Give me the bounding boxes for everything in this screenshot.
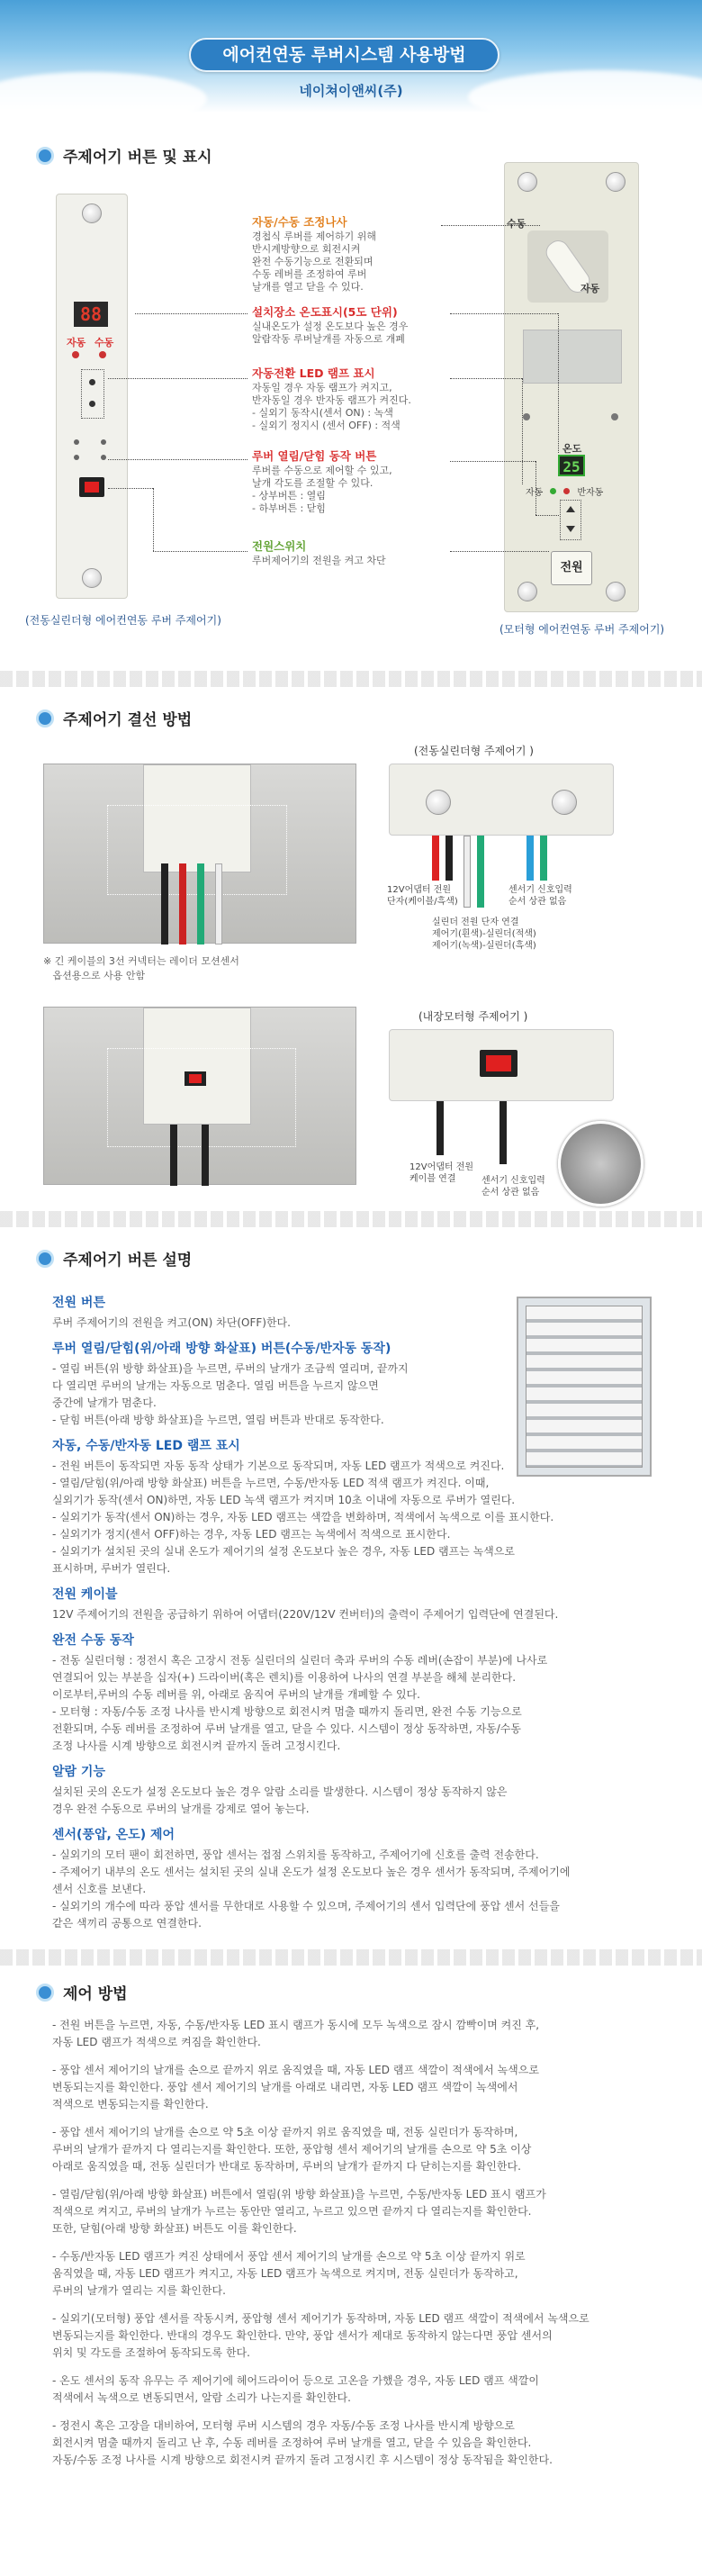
section-heading: 주제어기 버튼 설명 <box>36 1247 192 1270</box>
section-heading: 주제어기 결선 방법 <box>36 707 192 729</box>
connector-line <box>450 551 549 552</box>
control-method-list <box>52 2017 673 2480</box>
screw-icon <box>606 172 626 192</box>
semi-auto-led <box>563 488 570 494</box>
list-item: - 정전시 혹은 고장을 대비하여, 모터형 루버 시스템의 경우 자동/수동 조정 나사를 반시계 방향으로 회전시켜 멈출 때까지 돌리고 난 후, 수동 레버를 조정하여 루버 날개를 열고, 닫을 수 있음을 확인한다. 자동/수동 조정 나사를 시계 방향으로 회전시켜 끝까지 돌려 고정시킨 후 시스템이 정상 동작됨을 확인한다. <box>52 2419 553 2466</box>
auto-led-label: 자동 <box>526 488 544 498</box>
motor-box-title: (내장모터형 주제어기 ) <box>418 1010 528 1023</box>
item-title: 전원 버튼 <box>52 1296 105 1310</box>
screw-icon <box>82 568 102 588</box>
cable <box>215 863 222 945</box>
cylinder-terminal-label: 실린더 전원 단자 연결 제어기(흰색)-실린더(적색) 제어기(녹색)-실린더(흑색) <box>432 917 536 951</box>
item-title: 자동, 수동/반자동 LED 램프 표시 <box>52 1439 240 1453</box>
manual-led <box>99 351 106 358</box>
bullet-icon <box>36 710 54 728</box>
louver-image <box>517 1297 652 1477</box>
sensor-input-label: 센서기 신호입력 순서 상관 없음 <box>482 1176 545 1198</box>
right-device-caption: (모터형 에어컨연동 루버 주제어기) <box>500 623 665 636</box>
connector-line <box>536 515 559 516</box>
bullet-icon <box>36 1984 54 2002</box>
callout-temperature: 설치장소 온도표시(5도 단위) 실내온도가 설정 온도보다 높은 경우 알람작동 루버날개를 자동으로 개폐 <box>252 305 409 345</box>
sensor-wire-zoom <box>558 1121 644 1207</box>
connector-line <box>450 461 536 462</box>
louver-blades <box>526 1306 643 1468</box>
indicator-dot <box>74 455 79 460</box>
spec-label <box>523 330 622 384</box>
auto-led <box>72 351 79 358</box>
connector-line <box>522 378 523 484</box>
sensor-input-label: 센서기 신호입력 순서 상관 없음 <box>508 885 572 907</box>
list-item: - 실외기(모터형) 풍압 센서를 작동시켜, 풍압형 센서 제어기가 동작하며, 자동 LED 램프 색깔이 적색에서 녹색으로 변동되는지를 확인한다. 반대의 경우도 확인한다. 만약, 풍압 센서가 제대로 동작하지 않는다면 풍압 센서의 위치 및 각도를 조절하여 동작되도록 한다. <box>52 2312 590 2359</box>
list-item: - 풍압 센서 제어기의 날개를 손으로 약 5초 이상 끝까지 위로 움직였을 때, 전동 실린더가 동작하며, 루버의 날개가 끝까지 다 열리는지를 확인한다. 또한, 풍압형 센서 제어기의 날개를 손으로 약 5초 이상 아래로 움직였을 때, 전동 실린더가 반대로 동작하며, 루버의 날개가 끝까지 다 닫히는지를 확인한다. <box>52 2126 532 2173</box>
callout-power: 전원스위치 루버제어기의 전원을 켜고 차단 <box>252 539 386 566</box>
item-title: 전원 케이블 <box>52 1587 118 1602</box>
auto-label: 자동 <box>67 337 86 348</box>
indicator-dot <box>523 413 530 420</box>
connector-line <box>135 313 248 314</box>
close-button[interactable] <box>89 401 95 407</box>
power-button[interactable]: 전원 <box>551 551 592 585</box>
motor-wiring-photo <box>43 1007 356 1185</box>
list-item: - 전원 버튼을 누르면, 자동, 수동/반자동 LED 표시 램프가 동시에 모두 녹색으로 잠시 깜빡이며 켜진 후, 자동 LED 램프가 적색으로 켜짐을 확인한다. <box>52 2019 540 2048</box>
section-heading: 주제어기 버튼 및 표시 <box>36 144 212 167</box>
section-divider <box>0 1211 702 1227</box>
wire-white <box>464 836 471 908</box>
callout-open-close: 루버 열림/닫힘 동작 버튼 루버를 수동으로 제어할 수 있고, 날개 각도를 조절할 수 있다. - 상부버튼 : 열림 - 하부버튼 : 닫힘 <box>252 449 392 514</box>
wire-green <box>540 836 547 881</box>
bullet-icon <box>36 1250 54 1268</box>
cylinder-box-title: (전동실린더형 주제어기 ) <box>414 745 534 757</box>
item-title: 완전 수동 동작 <box>52 1633 134 1648</box>
bullet-icon <box>36 147 54 165</box>
section-divider <box>0 1949 702 1966</box>
screw-icon <box>518 172 537 192</box>
left-device-caption: (전동실린더형 에어컨연동 루버 주제어기) <box>25 614 221 627</box>
callout-led: 자동전환 LED 램프 표시 자동일 경우 자동 램프가 켜지고, 반자동일 경우 반자동 램프가 켜진다. - 실외기 동작시(센서 ON) : 녹색 - 실외기 정지시 (센서 OFF) : 적색 <box>252 366 411 431</box>
cable <box>170 1125 177 1186</box>
screw-icon <box>552 790 577 815</box>
item-title: 알람 기능 <box>52 1765 105 1779</box>
section-divider <box>0 671 702 687</box>
page-title: 에어컨연동 루버시스템 사용방법 <box>189 38 500 72</box>
item-title: 센서(풍압, 온도) 제어 <box>52 1828 176 1842</box>
temperature-display: 25 <box>558 455 585 476</box>
indicator-dot <box>611 413 618 420</box>
open-close-buttons[interactable] <box>81 369 104 419</box>
open-close-buttons[interactable] <box>560 500 581 540</box>
screw-icon <box>426 790 451 815</box>
up-arrow-icon[interactable] <box>566 506 575 512</box>
manual-label: 수동 <box>94 337 114 348</box>
item-title: 루버 열림/닫힘(위/아래 방향 화살표) 버튼(수동/반자동 동작) <box>52 1342 392 1356</box>
cable-note: ※ 긴 케이블의 3선 커넥터는 레이더 모션센서 옵션용으로 사용 안함 <box>43 955 239 981</box>
list-item: - 열림/닫힘(위/아래 방향 화살표) 버튼에서 열림(위 방향 화살표)을 누르면, 수동/반자동 LED 표시 램프가 적색으로 켜지고, 루버의 날개가 누르는 동안만 열리고, 누르고 있으면 끝까지 다 열리는지를 확인한다. 또한, 닫힘(아래 방향 화살표) 버튼도 이를 확인한다. <box>52 2188 546 2235</box>
cylinder-wiring-photo <box>43 764 356 944</box>
temperature-display: 88 <box>74 302 108 327</box>
wire-black <box>436 1101 444 1155</box>
connector-line <box>450 313 558 314</box>
wire-blue <box>526 836 534 881</box>
list-item: - 온도 센서의 동작 유무는 주 제어기에 헤어드라이어 등으로 고온을 가했을 경우, 자동 LED 램프 색깔이 적색에서 녹색으로 변동되면서, 알람 소리가 나는지를 확인한다. <box>52 2374 539 2404</box>
company-name: 네이쳐이앤씨(주) <box>299 83 403 99</box>
connector-line <box>108 488 153 489</box>
screw-icon <box>518 582 537 601</box>
connector-line <box>153 551 248 552</box>
connector-line <box>153 488 154 551</box>
connector-line <box>450 378 522 379</box>
wire-red <box>432 836 439 881</box>
connector-line <box>558 313 559 453</box>
list-item: - 풍압 센서 제어기의 날개를 손으로 끝까지 위로 움직였을 때, 자동 LED 램프 색깔이 적색에서 녹색으로 변동되는지를 확인한다. 풍압 센서 제어기의 날개를 아래로 내리면, 자동 LED 램프 색깔이 녹색에서 적색으로 변동되는지를 확인한다. <box>52 2064 539 2111</box>
indicator-dot <box>101 455 106 460</box>
cable <box>161 863 168 945</box>
cylinder-controller-bottom <box>389 764 614 836</box>
semi-auto-led-label: 반자동 <box>577 488 604 498</box>
button-descriptions: 전원 버튼 루버 주제어기의 전원을 켜고(ON) 차단(OFF)한다. 루버 열림/닫힘(위/아래 방향 화살표) 버튼(수동/반자동 동작) - 열림 버튼(위 방향 화살표)을 누르면, 루버의 날개가 조금씩 열리며, 끝까지 다 열리면 루버의 날개는 자동으로 멈춘다. 열림 버튼을 누르지 않으면 중간에 날개가 멈춘다. - 닫힘 버튼(아래 방향 화살표)을 누르면, 열림 버튼과 반대로 동작한다. 자동, 수동/반자동 LED 램프 표시 - 전원 버튼이 동작되면 자동 동작 상태가 기본으로 동작되며, 자동 LED 램프가 적색으로 켜진다. - 열림/닫힘(위/아래 방향 화살표) 버튼을 누르면, 수동/반자동 LED 적색 램프가 켜진다. 이때, 실외기가 동작(센서 ON)하면, 자동 LED 녹색 램프가 켜지며 10초 이내에 자동으로 루버가 열린다. - 실외기가 동작(센서 ON)하는 경우, 자동 LED 램프는 색깔을 변화하며, 적색에서 녹색으로 이를 표시한다. - 실외기가 정지(센서 OFF)하는 경우, 자동 LED 램프는 녹색에서 적색으로 표시한다. - 실외기가 설치된 곳의 실내 온도가 제어기의 설정 온도보다 높은 경우, 자동 LED 램프는 녹색으로 표시하며, 루버가 열린다. 전원 케이블 12V 주제어기의 전원을 공급하기 위하여 어댑터(220V/12V 컨버터)의 출력이 주제어기 입력단에 연결된다. 완전 수동 동작 - 전동 실린더형 : 정전시 혹은 고장시 전동 실린더의 실린더 축과 루버의 수동 레버(손잡이 부분)에 나사로 연결되어 있는 부분을 십자(+) 드라이버(혹은 렌치)를 이용하여 나사의 연결 부분을 해체 분리한다. 이로부터,루버의 수동 레버를 위, 아래로 움직여 루버의 날개를 개폐할 수 있다. - 모터형 : 자동/수동 조정 나사를 반시계 방향으로 회전시켜 멈출 때까지 돌리면, 완전 수동 기능으로 전환되며, 수동 레버를 조정하여 루버 날개를 열고, 닫을 수 있다. 시스템이 정상 동작하면, 자동/수동 조정 나사를 시계 방향으로 회전시켜 끝까지 돌려 고정시킨다. 알람 기능 설치된 곳의 온도가 설정 온도보다 높은 경우 알람 소리를 발생한다. 시스템이 정상 동작하지 않은 경우 완전 수동으로 루버의 날개를 강제로 열어 놓는다. 센서(풍압, 온도) 제어 - 실외기의 모터 팬이 회전하면, 풍압 센서는 접점 스위치를 동작하고, 주제어기에 신호를 출력 전송한다. - 주제어기 내부의 온도 센서는 설치된 곳의 실내 온도가 설정 온도보다 높은 경우 센서가 동작되며, 주제어기에 센서 신호를 보낸다. - 실외기의 개수에 따라 풍압 센서를 무한대로 사용할 수 있으며, 주제어기의 센서 입력단에 풍압 센서 선들을 같은 색끼리 공통으로 연결한다. <box>52 1286 502 1932</box>
callout-adjust-screw: 자동/수동 조정나사 경첩식 루버를 제어하기 위해 반시계방향으로 회전시켜 완전 수동기능으로 전환되며 수동 레버를 조정하여 루버 날개를 열고 닫을 수 있다. <box>252 215 377 293</box>
connector-line <box>108 459 248 460</box>
indicator-dot <box>101 439 106 445</box>
power-terminal-label: 12V어댑터 전원 단자(케이블/흑색) <box>387 885 458 907</box>
connector-line <box>441 225 540 226</box>
power-cable-label: 12V어댑터 전원 케이블 연결 <box>410 1162 474 1184</box>
wire-black <box>500 1101 507 1164</box>
temperature-label: 온도 <box>562 443 582 455</box>
list-item: - 수동/반자동 LED 램프가 켜진 상태에서 풍압 센서 제어기의 날개를 손으로 약 5초 이상 끝까지 위로 움직였을 때, 자동 LED 램프가 켜지고, 자동 LED 램프가 녹색으로 켜지며, 전동 실린더가 동작하고, 루버의 날개가 열리는 지를 확인한다. <box>52 2250 526 2297</box>
wire-green <box>477 836 484 908</box>
led-row <box>526 484 603 498</box>
indicator-dot <box>74 439 79 445</box>
cable <box>202 1125 209 1186</box>
power-switch <box>480 1050 518 1077</box>
wire-black <box>446 836 453 881</box>
open-button[interactable] <box>89 379 95 385</box>
connector-line <box>108 378 248 379</box>
section-heading: 제어 방법 <box>36 1981 128 2003</box>
cable <box>179 863 186 945</box>
power-switch[interactable] <box>79 477 104 497</box>
screw-icon <box>606 582 626 601</box>
cable <box>197 863 204 945</box>
screw-icon <box>82 203 102 223</box>
manual-label: 수동 <box>507 218 526 230</box>
motor-controller-bottom <box>389 1029 614 1101</box>
power-switch-rocker[interactable] <box>85 482 99 493</box>
auto-led <box>550 488 556 494</box>
down-arrow-icon[interactable] <box>566 526 575 532</box>
auto-label: 자동 <box>580 283 600 294</box>
